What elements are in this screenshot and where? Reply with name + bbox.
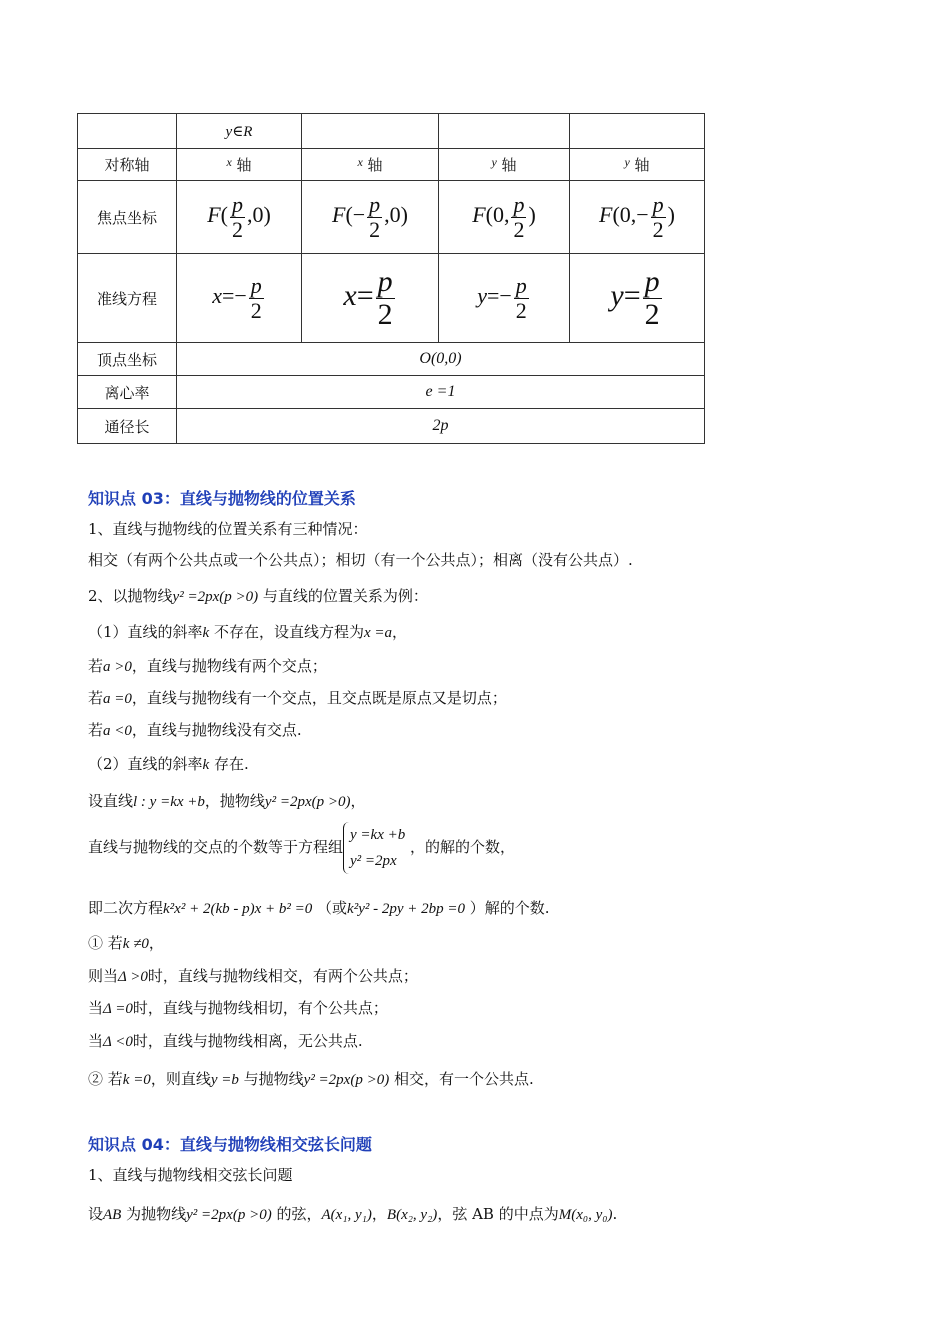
row-label: 顶点坐标	[78, 343, 177, 376]
table-cell: $^x$ 轴	[177, 149, 302, 181]
directrix-formula: x= $\frac{p}{2}$	[343, 265, 393, 331]
paragraph: ② 若k =0，则直线y =b 与抛物线y² =2px(p >0) 相交，有一个公共点.	[88, 1070, 534, 1088]
focus-formula: F(− $\frac{p}{2}$ ,0)	[331, 192, 408, 242]
row-label: 离心率	[78, 376, 177, 409]
focus-formula: F(0,− $\frac{p}{2}$ )	[598, 192, 675, 242]
paragraph: 1、直线与抛物线相交弦长问题	[88, 1166, 293, 1184]
paragraph: 相交（有两个公共点或一个公共点）；相切（有一个公共点）；相离（没有公共点）.	[88, 551, 633, 569]
paragraph: 若a <0，直线与抛物线没有交点.	[88, 721, 302, 739]
paragraph: 则当Δ >0时，直线与抛物线相交，有两个公共点；	[88, 967, 418, 985]
paragraph: 1、直线与抛物线的位置关系有三种情况：	[88, 520, 368, 538]
table-cell	[570, 254, 705, 343]
table-cell	[439, 181, 570, 254]
paragraph: （1）直线的斜率k 不存在，设直线方程为x =a，	[88, 623, 408, 641]
table-cell: $^x$ 轴	[302, 149, 439, 181]
table-row	[78, 114, 705, 149]
table-row	[78, 149, 705, 181]
paragraph: 当Δ <0时，直线与抛物线相离，无公共点.	[88, 1032, 363, 1050]
table-cell	[78, 114, 177, 149]
eccentricity-value: e =1	[177, 376, 705, 409]
table-row	[78, 254, 705, 343]
directrix-formula: x=− $\frac{p}{2}$	[212, 273, 262, 323]
table-cell	[302, 254, 439, 343]
section-heading: 知识点 03：直线与抛物线的位置关系	[88, 489, 356, 508]
table-cell	[439, 114, 570, 149]
parabola-properties-table	[77, 113, 705, 444]
equation-system: y =kx +b y² =2px	[343, 822, 405, 874]
table-cell	[570, 114, 705, 149]
section-heading: 知识点 04：直线与抛物线相交弦长问题	[88, 1135, 372, 1154]
paragraph: ① 若k ≠0，	[88, 934, 164, 952]
focus-formula: F( $\frac{p}{2}$ ,0)	[207, 192, 271, 242]
table-cell: $^y$ 轴	[570, 149, 705, 181]
table-cell: y∈R	[177, 114, 302, 149]
table-cell	[177, 254, 302, 343]
directrix-formula: y=− $\frac{p}{2}$	[477, 273, 527, 323]
table-cell	[439, 254, 570, 343]
latus-rectum-value: 2p	[177, 409, 705, 444]
row-label: 对称轴	[78, 149, 177, 181]
paragraph: 直线与抛物线的交点的个数等于方程组 y =kx +b y² =2px ，的解的个数，	[88, 822, 515, 874]
vertex-value: O(0,0)	[177, 343, 705, 376]
row-label: 准线方程	[78, 254, 177, 343]
table-cell	[302, 181, 439, 254]
paragraph: 2、以抛物线y² =2px(p >0) 与直线的位置关系为例：	[88, 587, 428, 605]
table-row	[78, 343, 705, 376]
paragraph: （2）直线的斜率k 存在.	[88, 755, 249, 773]
paragraph: 设直线l : y =kx +b，抛物线y² =2px(p >0)，	[88, 792, 366, 810]
paragraph: 若a >0，直线与抛物线有两个交点；	[88, 657, 327, 675]
table-row	[78, 409, 705, 444]
row-label: 焦点坐标	[78, 181, 177, 254]
row-label: 通径长	[78, 409, 177, 444]
table-cell	[570, 181, 705, 254]
table-row	[78, 376, 705, 409]
table-cell	[177, 181, 302, 254]
focus-formula: F(0, $\frac{p}{2}$ )	[472, 192, 536, 242]
paragraph: 即二次方程k²x² + 2(kb - p)x + b² =0 （或k²y² - 2py + 2bp =0 ）解的个数.	[88, 899, 550, 917]
table-cell	[302, 114, 439, 149]
paragraph: 设AB 为抛物线y² =2px(p >0) 的弦，A(x₁, y₁)，B(x₂, y₂)，弦 AB 的中点为M(x₀, y₀).	[88, 1205, 618, 1223]
table-row	[78, 181, 705, 254]
directrix-formula: y= $\frac{p}{2}$	[610, 265, 660, 331]
paragraph: 当Δ =0时，直线与抛物线相切，有个公共点；	[88, 999, 388, 1017]
table-cell: $^y$ 轴	[439, 149, 570, 181]
paragraph: 若a =0，直线与抛物线有一个交点，且交点既是原点又是切点；	[88, 689, 507, 707]
